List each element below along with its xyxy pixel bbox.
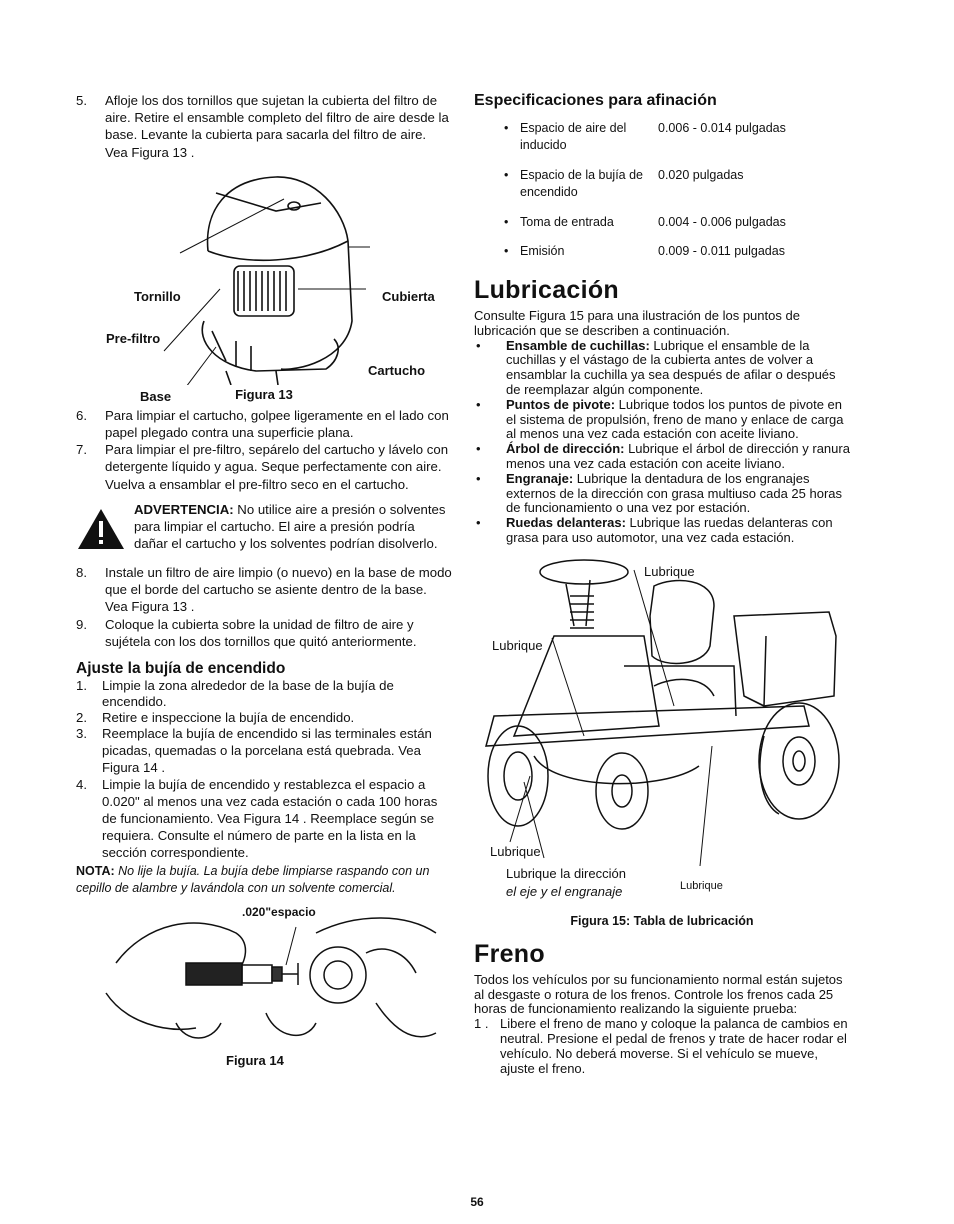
spark-plug-illustration	[76, 903, 452, 1053]
figure-14	[76, 903, 452, 1073]
spec-row: • Espacio de aire del inducido 0.006 - 0.014 pulgadas	[504, 121, 786, 152]
specs-heading: Especificaciones para afinación	[474, 92, 717, 109]
page-number: 56	[470, 1195, 484, 1209]
left-column	[76, 92, 452, 1073]
spec-row: • Emisión 0.009 - 0.011 pulgadas	[504, 243, 785, 258]
spark-step-3: 3. Reemplace la bujía de encendido si las terminales están picadas, quemadas o la porcelana está quebrada. Vea Figura 14 .	[76, 726, 432, 776]
figure-13-caption: Figura 13	[235, 386, 293, 402]
label-lubrique-bottom-right: Lubrique	[680, 879, 723, 892]
lubrication-item: • Engranaje: Lubrique la dentadura de los engranajes externos de la dirección con grasa multiuso cada 25 horas de funcionamiento o una vez por estación.	[476, 470, 843, 516]
figure-15	[474, 556, 850, 928]
note-text: No lije la bujía. La bujía debe limpiarse raspando con un cepillo de alambre y lavándola con un solvente comercial.	[76, 864, 430, 896]
label-base: Base	[140, 388, 172, 404]
step-9: 9. Coloque la cubierta sobre la unidad de filtro de aire y sujétela con los dos tornillos que quitó anteriormente.	[76, 616, 417, 649]
spec-row: • Toma de entrada 0.004 - 0.006 pulgadas	[504, 215, 786, 229]
label-cubierta: Cubierta	[382, 288, 435, 304]
brake-heading: Freno	[474, 939, 545, 968]
label-lubrique-top: Lubrique	[644, 563, 695, 579]
spark-plug-heading: Ajuste la bujía de encendido	[76, 660, 286, 678]
note-label: NOTA:	[76, 864, 115, 879]
label-lubrique-direction: Lubrique la dirección	[506, 865, 626, 881]
lubrication-list	[474, 339, 850, 546]
warning-label: ADVERTENCIA:	[134, 501, 234, 517]
lubrication-item: • Puntos de pivote: Lubrique todos los puntos de pivote en el sistema de propulsión, freno de mano y enlace de carga al menos una vez cada estación con aceite liviano.	[476, 396, 844, 442]
step-8: 8. Instale un filtro de aire limpio (o nuevo) en la base de modo que el borde del cartucho se asiente dentro de la base. Vea Figura 13 .	[76, 565, 452, 615]
label-cartucho: Cartucho	[368, 362, 426, 378]
figure-15-caption: Figura 15: Tabla de lubricación	[570, 913, 754, 928]
warning-icon	[76, 501, 134, 555]
spark-note	[76, 863, 452, 897]
label-lubrique-left: Lubrique	[492, 637, 543, 653]
step-6: 6. Para limpiar el cartucho, golpee ligeramente en el lado con papel plegado contra una superficie plana.	[76, 407, 449, 441]
spark-step-4: 4. Limpie la bujía de encendido y restablezca el espacio a 0.020" al menos una vez cada estación o cada 100 horas de funcionamiento. Vea Figura 14 . Reemplace según se requiera. Consulte el número de parte en la lista en la sección correspondiente.	[76, 777, 438, 861]
specs-list	[474, 120, 850, 259]
label-lubrique-bottom-left: Lubrique	[490, 843, 541, 859]
spec-row: • Espacio de la bujía de encendido 0.020 pulgadas	[504, 168, 744, 199]
warning-text: No utilice aire a presión o solventes para limpiar el cartucho. El aire a presión podría dañar el cartucho y los solventes podrían disolverlo.	[134, 501, 446, 552]
spark-step-1: 1. Limpie la zona alrededor de la base de la bujía de encendido.	[76, 678, 394, 709]
step-5: 5. Afloje los dos tornillos que sujetan la cubierta del filtro de aire. Retire el ensamble completo del filtro de aire desde la base. Levante la cubierta para sacarla del filtro de aire. Vea Figura 13 .	[76, 93, 449, 160]
right-column	[474, 92, 850, 1076]
label-gap: .020"espacio	[242, 905, 316, 920]
figure-14-caption: Figura 14	[226, 1053, 284, 1069]
brake-step-1: 1 . Libere el freno de mano y coloque la palanca de cambios en neutral. Presione el pedal de frenos y trate de hacer rodar el vehículo. No deberá moverse. Si el vehículo se mueve, ajuste el freno.	[474, 1016, 848, 1076]
lubrication-item: • Ruedas delanteras: Lubrique las ruedas delanteras con grasa para uso automotor, una vez cada estación.	[476, 515, 833, 545]
lubrication-item: • Árbol de dirección: Lubrique el árbol de dirección y ranura menos una vez cada estación con aceite liviano.	[476, 441, 850, 471]
spark-plug-steps	[76, 678, 452, 861]
air-filter-illustration	[76, 171, 452, 385]
lubrication-heading: Lubricación	[474, 276, 619, 304]
label-prefiltro: Pre-filtro	[106, 330, 161, 346]
brake-intro: Todos los vehículos por su funcionamiento normal están sujetos al desgaste o rotura de los frenos. Controle los frenos cada 25 horas de funcionamiento realizando la siguiente prueba:	[474, 971, 843, 1017]
label-eje-engranaje: el eje y el engranaje	[506, 883, 623, 899]
figure-13	[76, 171, 452, 403]
label-tornillo: Tornillo	[134, 288, 181, 304]
lubrication-item: • Ensamble de cuchillas: Lubrique el ensamble de la cuchillas y el vástago de la cubierta antes de volver a ensamblar la cuchilla ya sea después de afilar o después de reemplazar algún componente.	[476, 337, 836, 397]
lubrication-intro: Consulte Figura 15 para una ilustración de los puntos de lubricación que se describen a continuación.	[474, 308, 800, 338]
spark-step-2: 2. Retire e inspeccione la bujía de encendido.	[76, 709, 355, 725]
step-7: 7. Para limpiar el pre-filtro, sepárelo del cartucho y lávelo con detergente líquido y agua. Seque perfectamente con aire. Vuelva a ensamblar el pre-filtro seco en el cartucho.	[76, 442, 449, 492]
warning-block	[76, 501, 452, 555]
